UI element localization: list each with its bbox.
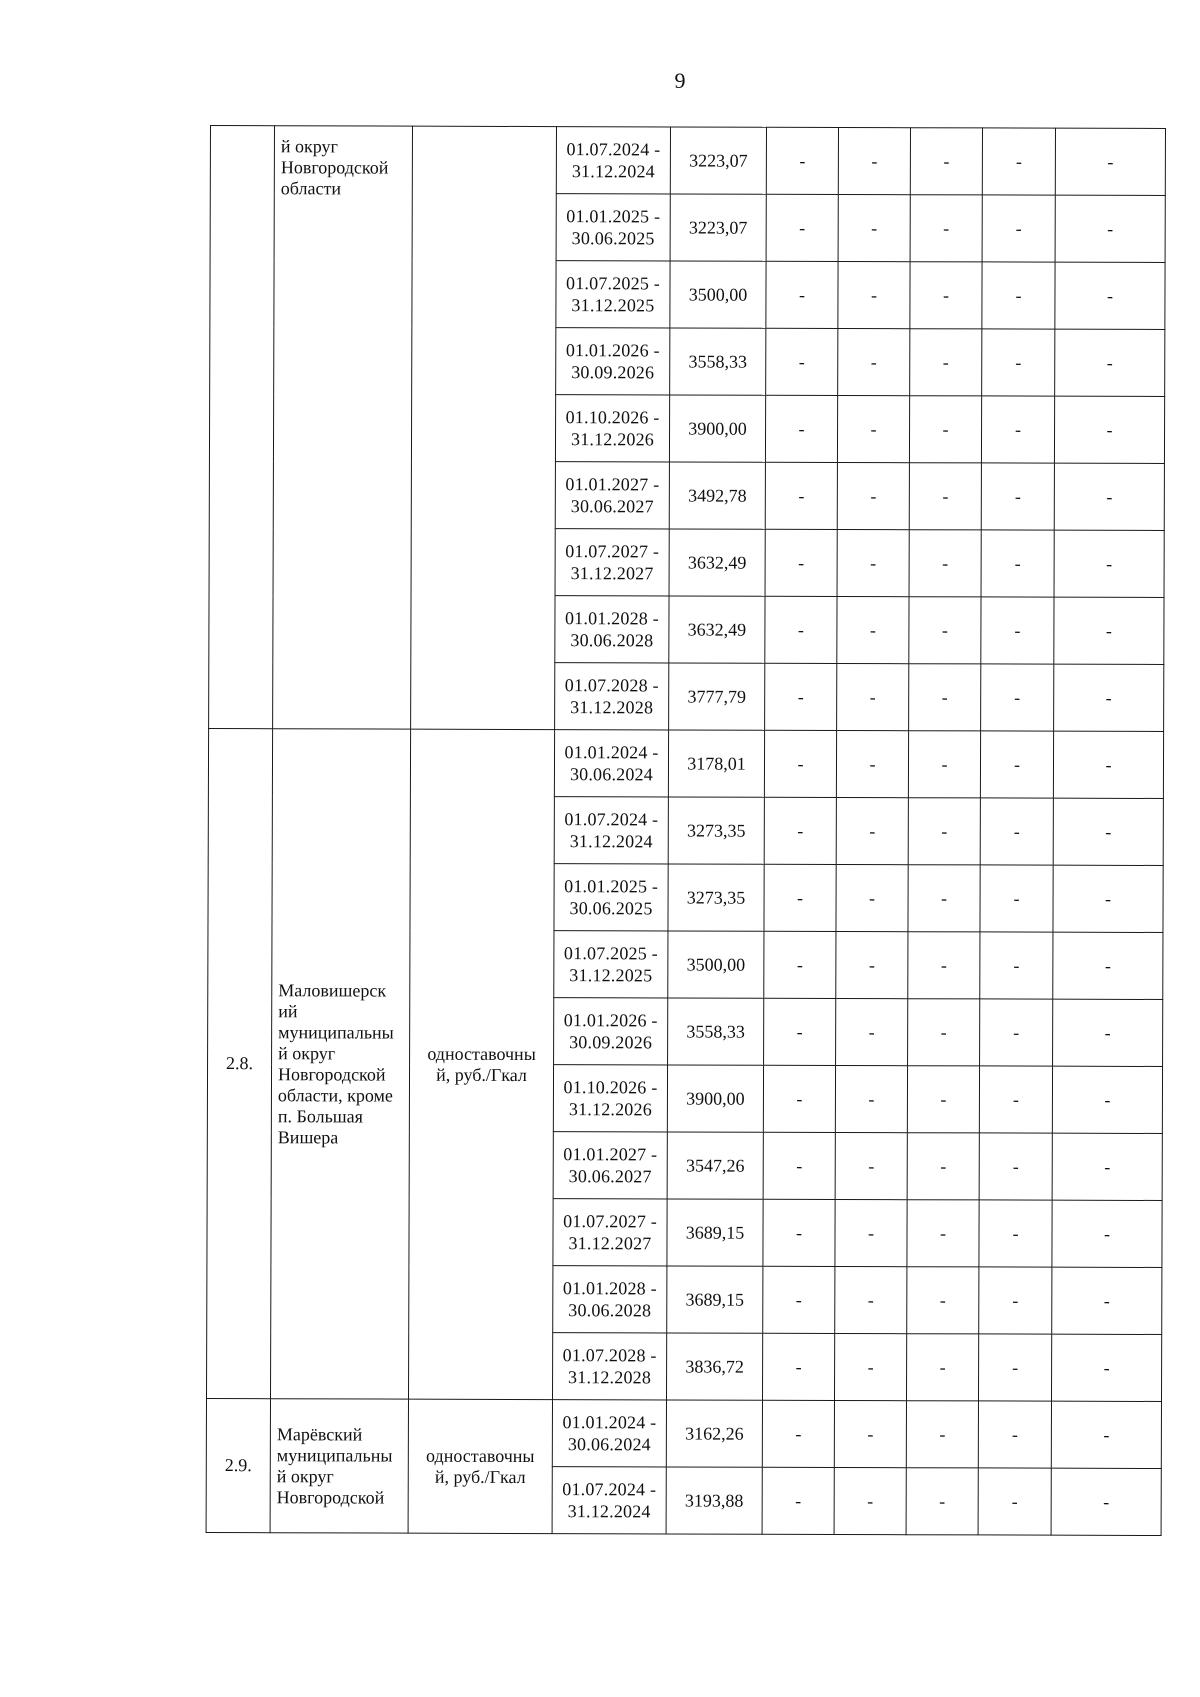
empty-value-cell: - (762, 1467, 834, 1534)
empty-value-cell: - (766, 328, 838, 395)
empty-value-cell: - (837, 395, 909, 462)
table-row (210, 126, 1165, 196)
empty-value-cell: - (1053, 999, 1163, 1066)
empty-value-cell: - (836, 931, 908, 998)
period-cell: 01.01.2024 - 30.06.2024 (554, 730, 668, 797)
empty-value-cell: - (835, 1199, 907, 1266)
empty-value-cell: - (1055, 128, 1165, 195)
tariff-value-cell: 3178,01 (668, 730, 764, 797)
tariff-value-cell: 3223,07 (670, 194, 766, 261)
period-cell: 01.01.2027 - 30.06.2027 (555, 462, 669, 529)
period-cell: 01.01.2026 - 30.09.2026 (554, 998, 668, 1065)
empty-value-cell: - (980, 865, 1053, 932)
empty-value-cell: - (837, 529, 909, 596)
empty-value-cell: - (981, 664, 1054, 731)
page-number: 9 (674, 68, 686, 93)
empty-value-cell: - (835, 1132, 907, 1199)
empty-value-cell: - (762, 1333, 834, 1400)
empty-value-cell: - (982, 329, 1055, 396)
empty-value-cell: - (909, 530, 981, 597)
empty-value-cell: - (907, 1200, 979, 1267)
tariff-value-cell: 3492,78 (669, 462, 765, 529)
period-cell: 01.01.2026 - 30.09.2026 (556, 328, 670, 395)
empty-value-cell: - (1052, 1267, 1162, 1334)
period-cell: 01.07.2028 - 31.12.2028 (555, 663, 669, 730)
tariff-value-cell: 3547,26 (667, 1132, 763, 1199)
empty-value-cell: - (766, 127, 838, 194)
empty-value-cell: - (838, 328, 910, 395)
period-cell: 01.10.2026 - 31.12.2026 (555, 395, 669, 462)
empty-value-cell: - (909, 597, 981, 664)
empty-value-cell: - (1055, 195, 1165, 262)
empty-value-cell: - (836, 998, 908, 1065)
empty-value-cell: - (764, 730, 836, 797)
empty-value-cell: - (1054, 396, 1164, 463)
empty-value-cell: - (765, 395, 837, 462)
period-cell: 01.07.2025 - 31.12.2025 (554, 931, 668, 998)
tariff-value-cell: 3632,49 (669, 529, 765, 596)
row-group-number (209, 126, 275, 729)
tariff-kind: одноставочны й, руб./Гкал (408, 729, 554, 1399)
empty-value-cell: - (980, 999, 1053, 1066)
empty-value-cell: - (1051, 1401, 1161, 1468)
empty-value-cell: - (910, 262, 982, 329)
empty-value-cell: - (980, 798, 1053, 865)
empty-value-cell: - (907, 1267, 979, 1334)
empty-value-cell: - (979, 1267, 1052, 1334)
tariff-value-cell: 3689,15 (667, 1266, 763, 1333)
empty-value-cell: - (837, 663, 909, 730)
period-cell: 01.07.2027 - 31.12.2027 (555, 529, 669, 596)
table-row (208, 728, 1163, 798)
empty-value-cell: - (838, 127, 910, 194)
empty-value-cell: - (835, 1266, 907, 1333)
tariff-value-cell: 3689,15 (667, 1199, 763, 1266)
empty-value-cell: - (766, 194, 838, 261)
empty-value-cell: - (1054, 597, 1164, 664)
table-row (206, 1398, 1161, 1468)
tariff-table (206, 125, 1166, 1536)
empty-value-cell: - (1055, 329, 1165, 396)
tariff-value-cell: 3900,00 (667, 1065, 763, 1132)
empty-value-cell: - (764, 931, 836, 998)
empty-value-cell: - (980, 932, 1053, 999)
empty-value-cell: - (1054, 530, 1164, 597)
tariff-value-cell: 3632,49 (669, 596, 765, 663)
period-cell: 01.07.2024 - 31.12.2024 (552, 1467, 666, 1534)
tariff-value-cell: 3777,79 (669, 663, 765, 730)
empty-value-cell: - (978, 1401, 1051, 1468)
period-cell: 01.01.2028 - 30.06.2028 (555, 596, 669, 663)
tariff-value-cell: 3273,35 (668, 797, 764, 864)
empty-value-cell: - (907, 1066, 979, 1133)
empty-value-cell: - (979, 1066, 1052, 1133)
tariff-value-cell: 3558,33 (668, 998, 764, 1065)
empty-value-cell: - (981, 463, 1054, 530)
empty-value-cell: - (762, 1400, 834, 1467)
empty-value-cell: - (909, 396, 981, 463)
empty-value-cell: - (910, 195, 982, 262)
empty-value-cell: - (765, 529, 837, 596)
empty-value-cell: - (982, 128, 1055, 195)
table-body (206, 126, 1165, 1536)
empty-value-cell: - (764, 797, 836, 864)
empty-value-cell: - (981, 396, 1054, 463)
period-cell: 01.01.2025 - 30.06.2025 (554, 864, 668, 931)
tariff-value-cell: 3836,72 (666, 1333, 762, 1400)
empty-value-cell: - (1052, 1066, 1162, 1133)
period-cell: 01.07.2024 - 31.12.2024 (556, 127, 670, 194)
empty-value-cell: - (838, 194, 910, 261)
tariff-kind (411, 126, 557, 729)
empty-value-cell: - (982, 262, 1055, 329)
empty-value-cell: - (1053, 731, 1163, 798)
empty-value-cell: - (838, 261, 910, 328)
empty-value-cell: - (1053, 798, 1163, 865)
empty-value-cell: - (910, 329, 982, 396)
empty-value-cell: - (834, 1333, 906, 1400)
period-cell: 01.01.2028 - 30.06.2028 (553, 1266, 667, 1333)
period-cell: 01.07.2025 - 31.12.2025 (556, 261, 670, 328)
tariff-value-cell: 3500,00 (670, 261, 766, 328)
empty-value-cell: - (906, 1401, 978, 1468)
empty-value-cell: - (907, 1133, 979, 1200)
empty-value-cell: - (1053, 932, 1163, 999)
empty-value-cell: - (1052, 1200, 1162, 1267)
territory-name: Марёвский муниципальны й округ Новгородской (270, 1399, 408, 1533)
empty-value-cell: - (906, 1468, 978, 1535)
period-cell: 01.01.2024 - 30.06.2024 (552, 1400, 666, 1467)
empty-value-cell: - (979, 1200, 1052, 1267)
empty-value-cell: - (764, 998, 836, 1065)
empty-value-cell: - (763, 1199, 835, 1266)
empty-value-cell: - (1054, 664, 1164, 731)
empty-value-cell: - (982, 195, 1055, 262)
tariff-value-cell: 3558,33 (670, 328, 766, 395)
empty-value-cell: - (764, 864, 836, 931)
tariff-value-cell: 3500,00 (668, 931, 764, 998)
period-cell: 01.07.2024 - 31.12.2024 (554, 797, 668, 864)
tariff-value-cell: 3193,88 (666, 1467, 762, 1534)
empty-value-cell: - (834, 1400, 906, 1467)
tariff-value-cell: 3273,35 (668, 864, 764, 931)
empty-value-cell: - (978, 1468, 1051, 1535)
empty-value-cell: - (909, 463, 981, 530)
empty-value-cell: - (908, 865, 980, 932)
empty-value-cell: - (836, 730, 908, 797)
empty-value-cell: - (1051, 1334, 1161, 1401)
empty-value-cell: - (981, 530, 1054, 597)
empty-value-cell: - (763, 1266, 835, 1333)
empty-value-cell: - (980, 731, 1053, 798)
row-group-number: 2.8. (206, 728, 272, 1398)
tariff-value-cell: 3162,26 (666, 1400, 762, 1467)
empty-value-cell: - (763, 1132, 835, 1199)
empty-value-cell: - (763, 1065, 835, 1132)
empty-value-cell: - (836, 864, 908, 931)
empty-value-cell: - (765, 663, 837, 730)
empty-value-cell: - (1054, 463, 1164, 530)
empty-value-cell: - (910, 128, 982, 195)
empty-value-cell: - (835, 1065, 907, 1132)
empty-value-cell: - (1055, 262, 1165, 329)
empty-value-cell: - (908, 999, 980, 1066)
empty-value-cell: - (1053, 865, 1163, 932)
empty-value-cell: - (834, 1467, 906, 1534)
period-cell: 01.01.2025 - 30.06.2025 (556, 194, 670, 261)
empty-value-cell: - (979, 1133, 1052, 1200)
empty-value-cell: - (765, 596, 837, 663)
empty-value-cell: - (1052, 1133, 1162, 1200)
empty-value-cell: - (908, 798, 980, 865)
tariff-value-cell: 3223,07 (670, 127, 766, 194)
empty-value-cell: - (908, 731, 980, 798)
period-cell: 01.01.2027 - 30.06.2027 (553, 1132, 667, 1199)
period-cell: 01.10.2026 - 31.12.2026 (553, 1065, 667, 1132)
period-cell: 01.07.2028 - 31.12.2028 (552, 1333, 666, 1400)
empty-value-cell: - (981, 597, 1054, 664)
empty-value-cell: - (908, 932, 980, 999)
period-cell: 01.07.2027 - 31.12.2027 (553, 1199, 667, 1266)
empty-value-cell: - (906, 1334, 978, 1401)
empty-value-cell: - (765, 462, 837, 529)
tariff-value-cell: 3900,00 (669, 395, 765, 462)
row-group-number: 2.9. (206, 1398, 270, 1532)
empty-value-cell: - (836, 797, 908, 864)
empty-value-cell: - (837, 596, 909, 663)
tariff-table-container (206, 125, 1166, 1536)
empty-value-cell: - (978, 1334, 1051, 1401)
empty-value-cell: - (1051, 1468, 1161, 1535)
territory-name: й округ Новгородской области (273, 126, 413, 729)
territory-name: Маловишерск ий муниципальны й округ Новгородской области, кроме п. Большая Вишера (270, 729, 410, 1399)
tariff-kind: одноставочны й, руб./Гкал (408, 1399, 552, 1533)
empty-value-cell: - (909, 664, 981, 731)
empty-value-cell: - (766, 261, 838, 328)
empty-value-cell: - (837, 462, 909, 529)
